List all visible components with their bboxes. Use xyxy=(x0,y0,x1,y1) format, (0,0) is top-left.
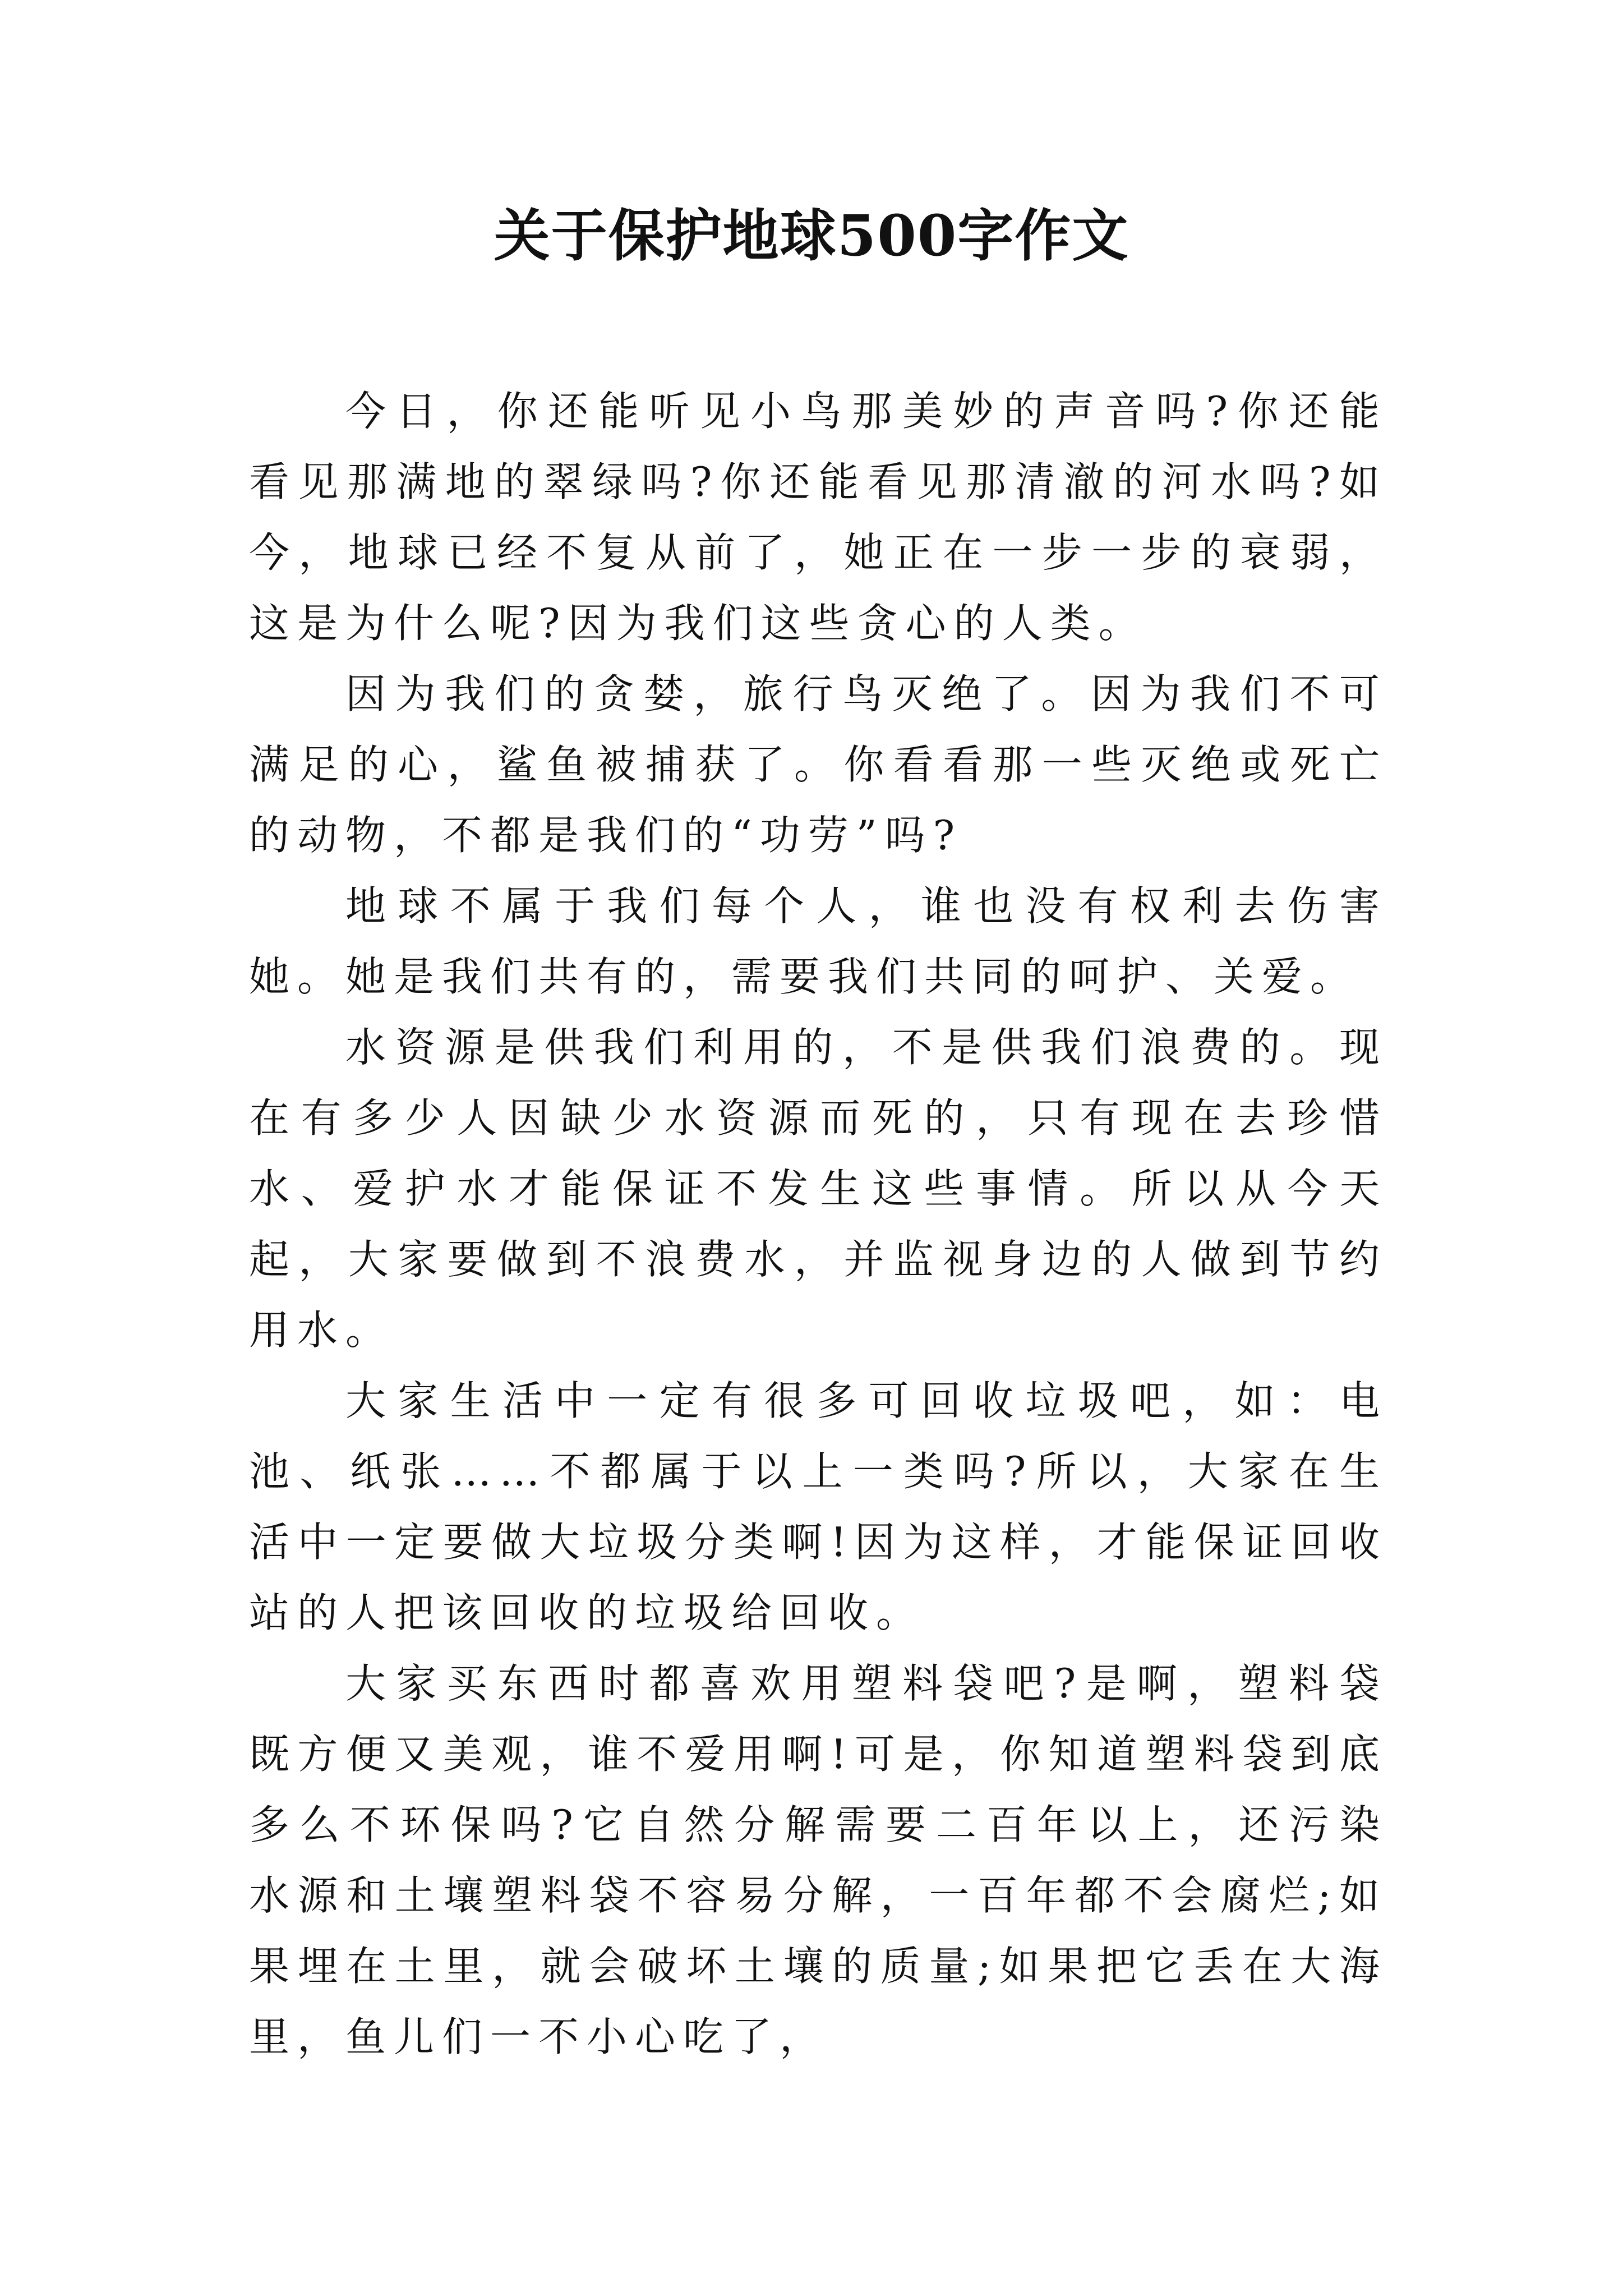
paragraph: 大家买东西时都喜欢用塑料袋吧?是啊，塑料袋既方便又美观，谁不爱用啊!可是，你知道塑料袋到底多么不环保吗?它自然分解需要二百年以上，还污染水源和土壤塑料袋不容易分解，一百年都不会腐烂;如果埋在土里，就会破坏土壤的质量;如果把它丢在大海里，鱼儿们一不小心吃了， xyxy=(249,1660,1387,2060)
document-title: 关于保护地球500字作文 xyxy=(494,203,1129,269)
paragraph: 因为我们的贪婪，旅行鸟灭绝了。因为我们不可满足的心，鲨鱼被捕获了。你看看那一些灭绝或死亡的动物，不都是我们的“功劳”吗? xyxy=(249,670,1387,859)
paragraph: 大家生活中一定有很多可回收垃圾吧，如：电池、纸张……不都属于以上一类吗?所以，大家在生活中一定要做大垃圾分类啊!因为这样，才能保证回收站的人把该回收的垃圾给回收。 xyxy=(249,1377,1387,1636)
paragraph: 地球不属于我们每个人，谁也没有权利去伤害她。她是我们共有的，需要我们共同的呵护、关爱。 xyxy=(249,882,1387,1000)
essay-body xyxy=(249,376,1387,2072)
paragraph: 今日，你还能听见小鸟那美妙的声音吗?你还能看见那满地的翠绿吗?你还能看见那清澈的河水吗?如今，地球已经不复从前了，她正在一步一步的衰弱，这是为什么呢?因为我们这些贪心的人类。 xyxy=(249,388,1387,647)
paragraph: 水资源是供我们利用的，不是供我们浪费的。现在有多少人因缺少水资源而死的，只有现在去珍惜水、爱护水才能保证不发生这些事情。所以从今天起，大家要做到不浪费水，并监视身边的人做到节约用水。 xyxy=(249,1024,1387,1354)
